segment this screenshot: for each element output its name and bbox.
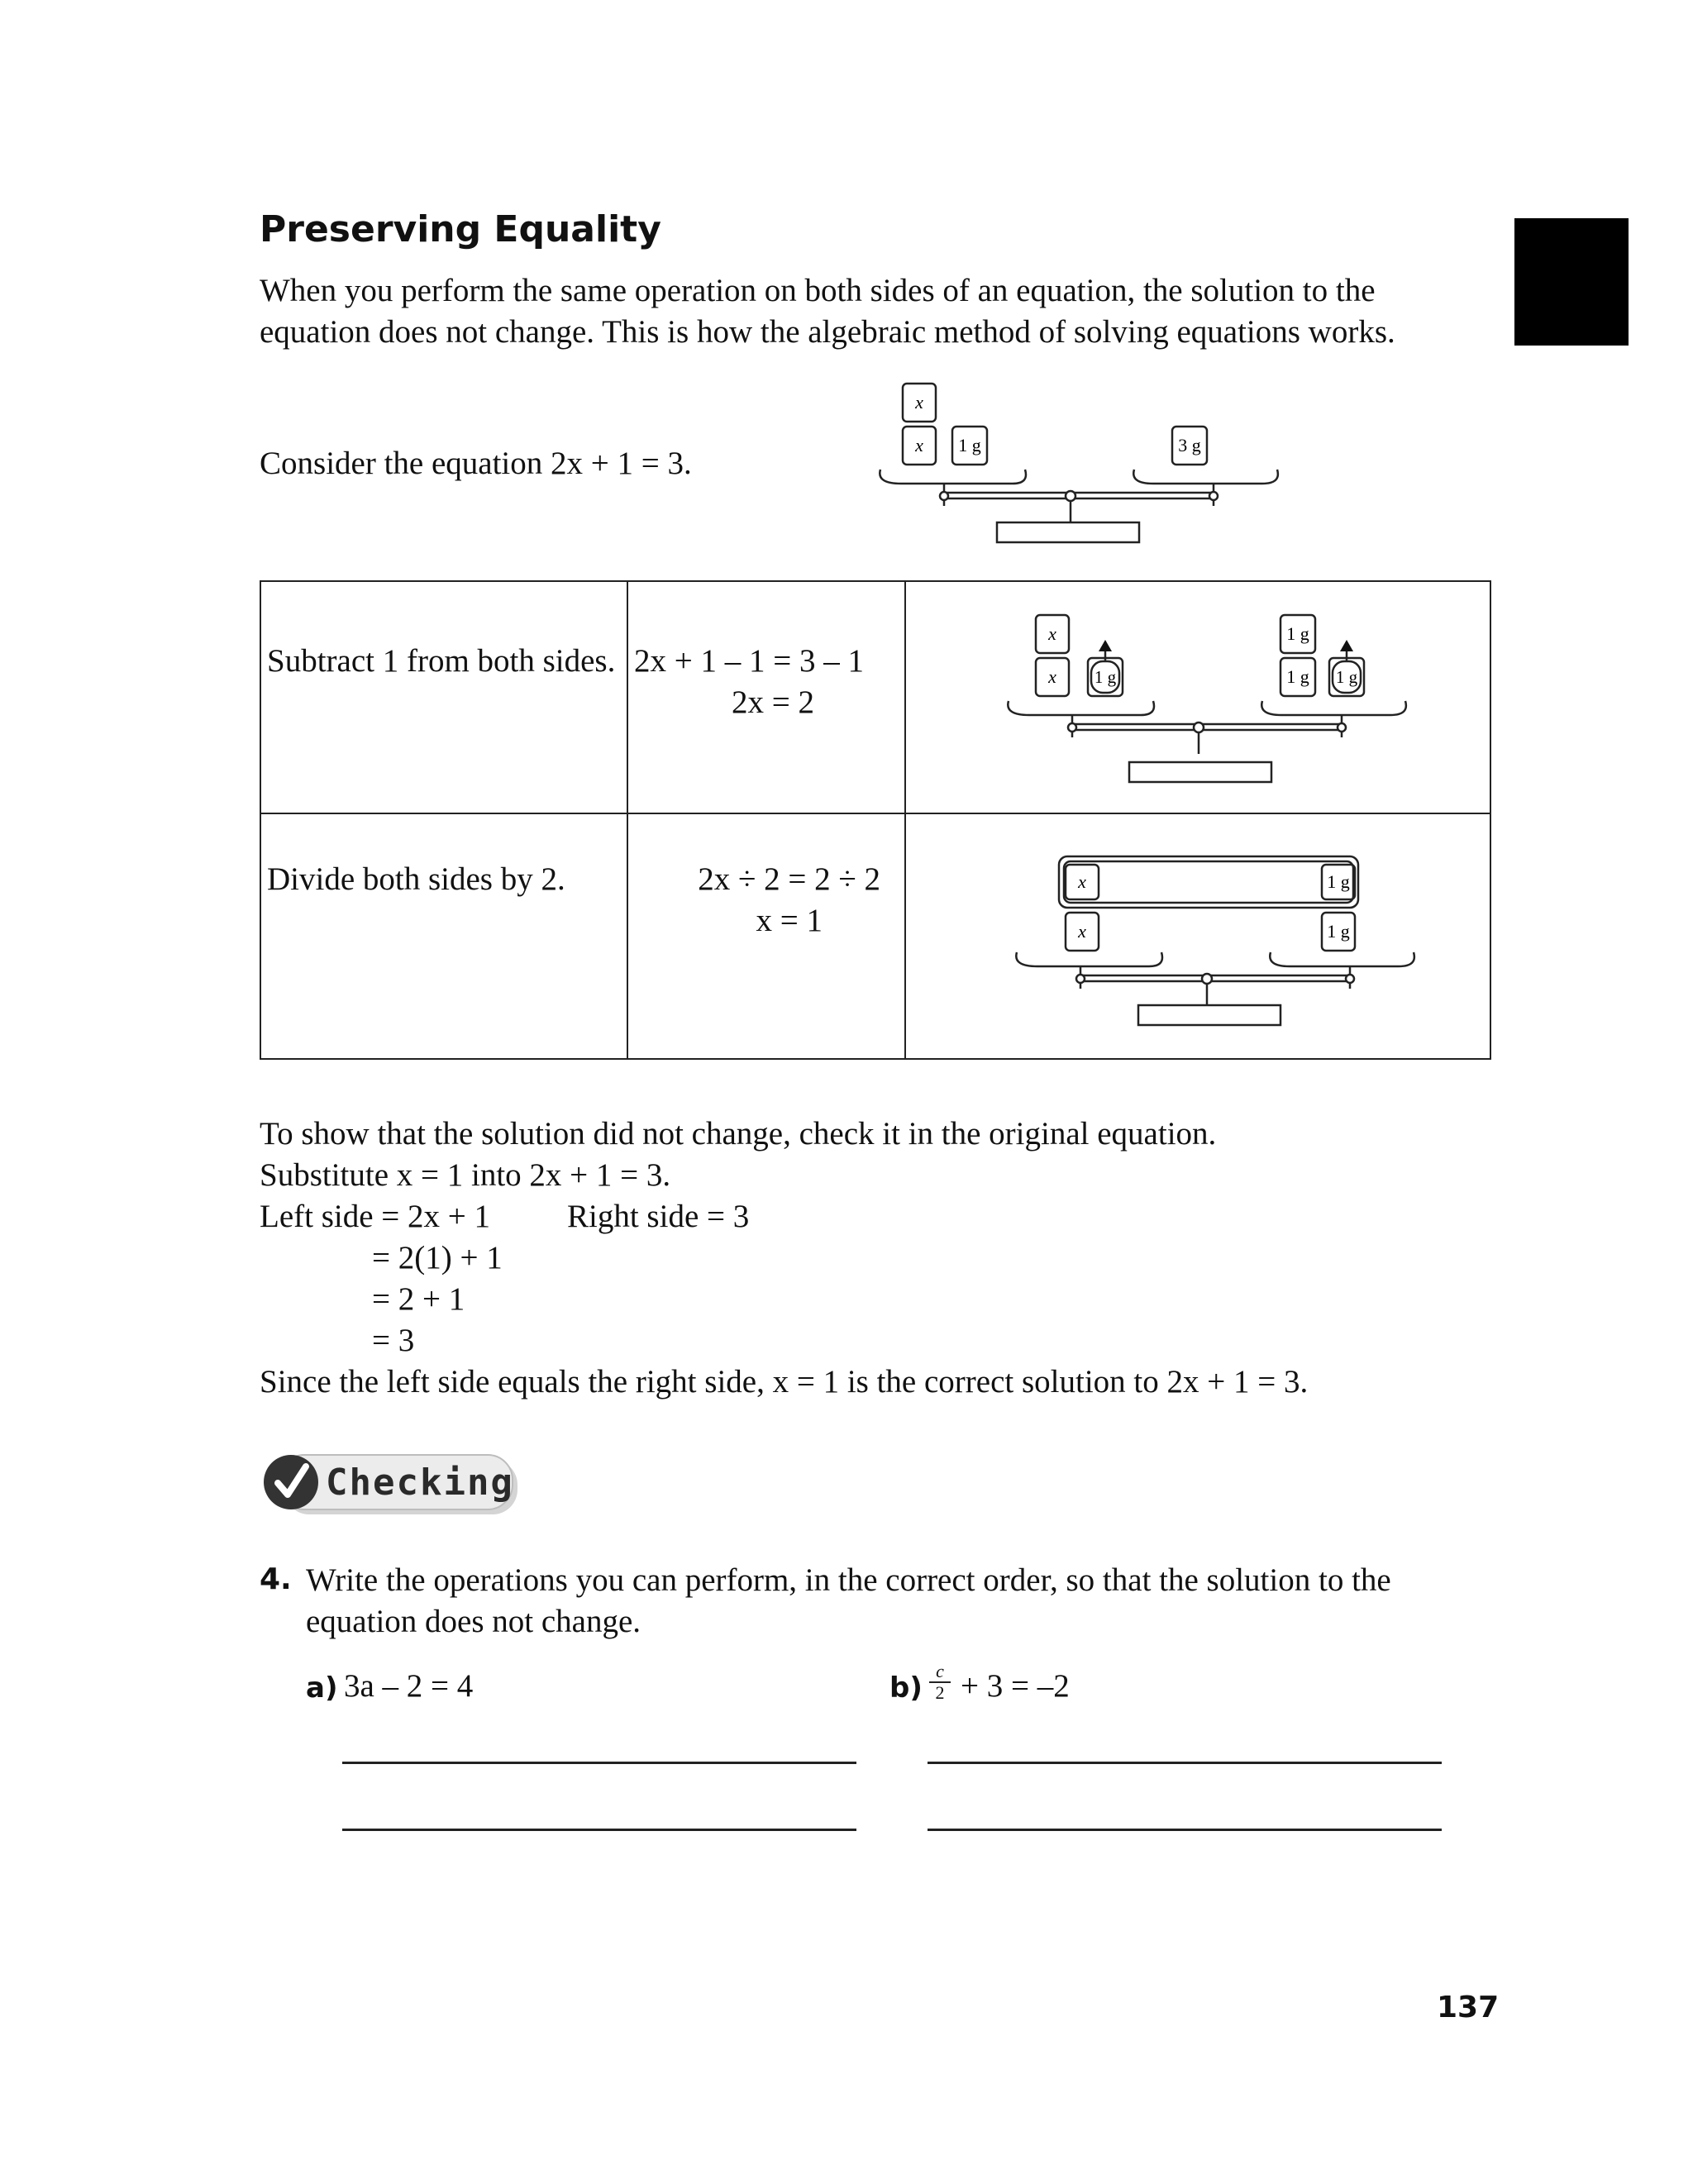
check-right-side: Right side = 3 <box>567 1199 750 1234</box>
gram-block-label: 1 g <box>1327 871 1350 892</box>
check-left-side: Left side = 2x + 1 <box>260 1199 491 1234</box>
gram-block-label: 1 g <box>958 435 981 455</box>
part-b-label: b) <box>889 1671 923 1705</box>
gram-block-label: 1 g <box>1286 666 1309 687</box>
intro-paragraph: When you perform the same operation on both sides of an equation, the solution to the equation does not change. This is how the algebraic method of solving equations works. <box>260 273 1395 350</box>
step-equation-result: x = 1 <box>756 903 823 938</box>
part-b-equation: + 3 = –2 <box>961 1668 1070 1704</box>
check-work-step: = 3 <box>372 1323 415 1358</box>
x-block-label: x <box>915 392 923 412</box>
step-equation: 2x + 1 – 1 = 3 – 1 <box>634 643 864 679</box>
x-block-label: x <box>915 435 923 455</box>
step-equation: 2x ÷ 2 = 2 ÷ 2 <box>698 861 880 897</box>
step-instruction: Subtract 1 from both sides. <box>267 643 616 679</box>
check-work-step: = 2 + 1 <box>372 1281 465 1317</box>
gram-block-label: 1 g <box>1094 667 1117 687</box>
x-block-label: x <box>1048 623 1056 644</box>
check-work-step: = 2(1) + 1 <box>372 1240 503 1276</box>
balance-scale-initial <box>868 380 1281 554</box>
part-b-fraction: c 2 <box>929 1662 951 1703</box>
balance-scale-divide <box>1004 855 1426 1045</box>
part-a-equation: 3a – 2 = 4 <box>344 1668 474 1704</box>
x-block-label: x <box>1078 921 1086 942</box>
answer-line-b2[interactable] <box>928 1829 1442 1831</box>
checking-badge: Checking <box>260 1448 524 1519</box>
check-substitute: Substitute x = 1 into 2x + 1 = 3. <box>260 1157 671 1193</box>
chapter-tab-marker <box>1514 218 1629 346</box>
x-block-label: x <box>1048 666 1056 687</box>
step-equation-result: 2x = 2 <box>732 684 814 720</box>
gram-block-label: 1 g <box>1335 667 1358 687</box>
check-conclusion: Since the left side equals the right side, x = 1 is the correct solution to 2x + 1 = 3. <box>260 1364 1309 1400</box>
answer-line-b1[interactable] <box>928 1762 1442 1764</box>
question-text: equation does not change. <box>306 1604 641 1639</box>
section-heading: Preserving Equality <box>260 208 661 250</box>
question-number: 4. <box>260 1562 292 1596</box>
answer-line-a1[interactable] <box>342 1762 856 1764</box>
question-text: Write the operations you can perform, in the correct order, so that the solution to the <box>306 1562 1391 1598</box>
answer-line-a2[interactable] <box>342 1829 856 1831</box>
page-number: 137 <box>1437 1991 1500 2024</box>
check-intro: To show that the solution did not change, check it in the original equation. <box>260 1116 1217 1152</box>
gram-block-label: 3 g <box>1178 435 1201 455</box>
consider-equation: Consider the equation 2x + 1 = 3. <box>260 446 692 481</box>
gram-block-label: 1 g <box>1286 623 1309 644</box>
part-a-label: a) <box>306 1671 338 1705</box>
gram-block-label: 1 g <box>1327 921 1350 942</box>
x-block-label: x <box>1078 871 1086 892</box>
step-instruction: Divide both sides by 2. <box>267 861 565 897</box>
balance-scale-subtract <box>996 612 1418 794</box>
